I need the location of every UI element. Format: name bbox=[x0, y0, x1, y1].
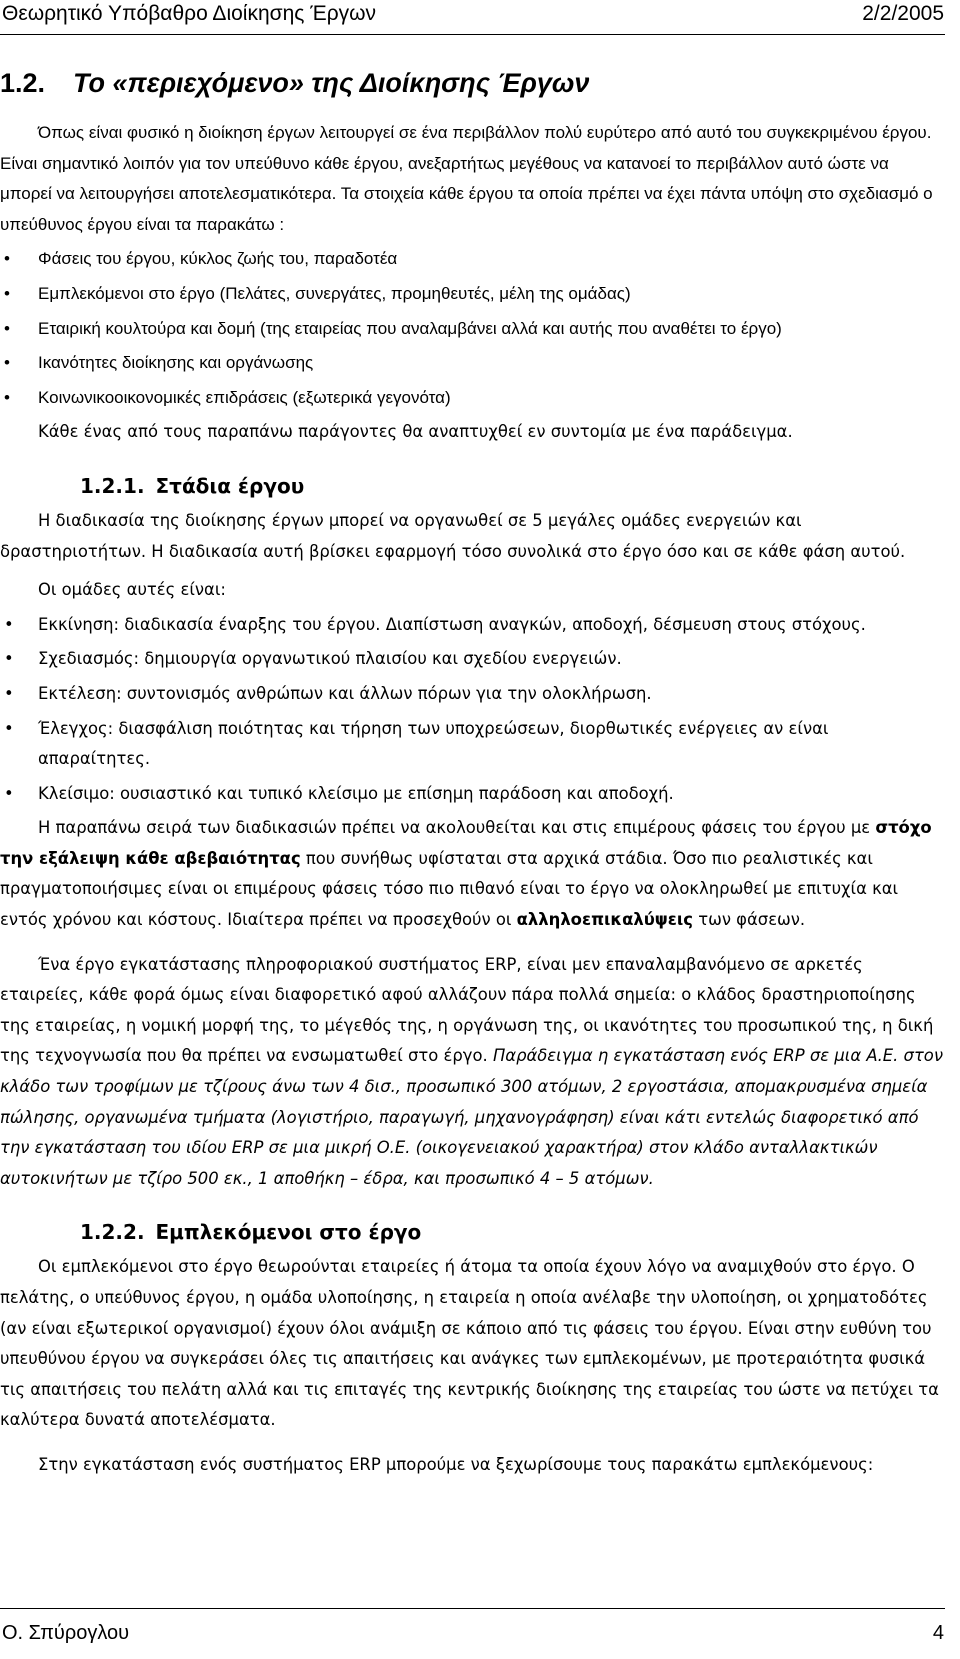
footer-author: Ο. Σπύρογλου bbox=[2, 1622, 130, 1644]
bullet-icon: • bbox=[4, 318, 10, 338]
emphasis: στόχο την εξάλειψη κάθε αβεβαιότητας bbox=[0, 818, 932, 868]
section-heading bbox=[0, 66, 945, 100]
bullet-icon: • bbox=[4, 249, 10, 269]
paragraph: Η διαδικασία της διοίκησης έργων μπορεί να οργανωθεί σε 5 μεγάλες ομάδες ενεργειών και δραστηριοτήτων. Η διαδικασία αυτή βρίσκει εφαρμογή τόσο συνολικά στο έργο όσο και σε κάθε φάση αυτού. bbox=[0, 510, 906, 561]
list-item: • Κοινωνικοοικονομικές επιδράσεις (εξωτερικά γεγονότα) bbox=[0, 383, 945, 414]
bullet-icon: • bbox=[4, 649, 14, 669]
bullet-icon: • bbox=[4, 353, 10, 373]
subsection-title: Εμπλεκόμενοι στο έργο bbox=[155, 1220, 422, 1245]
elements-list bbox=[0, 244, 945, 413]
example-text: Παράδειγμα η εγκατάσταση ενός ERP σε μια Α.Ε. στον κλάδο των τροφίμων με τζίρους άνω των 4 δισ., προσωπικό 300 ατόμων, 2 εργοστάσια, απομακρυσμένα σημεία πώλησης, οργανωμένα τμήματα (λογιστήριο, παραγωγή, μηχανογράφηση) είναι κάτι εντελώς διαφορετικό από την εγκατάσταση του ιδίου ERP σε μια μικρή Ο.Ε. (οικογενειακού χαρακτήρα) στον κλάδο ανταλλακτικών αυτοκινήτων με τζίρο 500 εκ., 1 αποθήκη – έδρα, και προσωπικό 4 – 5 ατόμων. bbox=[0, 1046, 943, 1188]
subsection-number: 1.2.1. bbox=[80, 473, 145, 498]
paragraph: Ένα έργο εγκατάστασης πληροφοριακού συστήματος ERP, είναι μεν επαναλαμβανόμενο σε αρκετές εταιρείες, κάθε φορά όμως είναι διαφορετικό αφού αλλάζουν πάρα πολλά σημεία: ο κλάδος δραστηριοποίησης της εταιρείας, η νομική μορφή της, το μέγεθός της, η οργάνωση της, οι ικανότητες του προσωπικού της, η δική της τεχνογνωσία που θα πρέπει να ενσωματωθεί στο έργο. Παράδειγμα η εγκατάσταση ενός ERP σε μια Α.Ε. στον κλάδο των τροφίμων με τζίρους άνω των 4 δισ., προσωπικό 300 ατόμων, 2 εργοστάσια, απομακρυσμένα σημεία πώλησης, οργανωμένα τμήματα (λογιστήριο, παραγωγή, μηχανογράφηση) είναι κάτι εντελώς διαφορετικό από την εγκατάσταση του ιδίου ERP σε μια μικρή Ο.Ε. (οικογενειακού χαρακτήρα) στον κλάδο ανταλλακτικών αυτοκινήτων με τζίρο 500 εκ., 1 αποθήκη – έδρα, και προσωπικό 4 – 5 ατόμων. bbox=[0, 954, 943, 1188]
subsection-heading-2 bbox=[0, 1216, 945, 1248]
bullet-icon: • bbox=[4, 387, 10, 407]
list-item: • Έλεγχος: διασφάλιση ποιότητας και τήρηση των υποχρεώσεων, διορθωτικές ενέργειες αν είναι απαραίτητες. bbox=[0, 714, 945, 775]
paragraph: Οι εμπλεκόμενοι στο έργο θεωρούνται εταιρείες ή άτομα τα οποία έχουν λόγο να αναμιχθούν στο έργο. Ο πελάτης, ο υπεύθυνος έργου, η ομάδα υλοποίησης, η εταιρεία η οποία ανέλαβε την υλοποίηση, οι χρηματοδότες (αν είναι εξωτερικοί οργανισμοί) έχουν όλοι ανάμιξη σε κάποιο από τις φάσεις του έργου. Είναι στην ευθύνη του υπευθύνου έργου να συγκεράσει όλες τις απαιτήσεις και ανάγκες των εμπλεκομένων, με προτεραιότητα φυσικά τις απαιτήσεις του πελάτη αλλά και τις επιταγές της κεντρικής διοίκησης της εταιρείας του ώστε να πετύχει τα καλύτερα δυνατά αποτελέσματα. bbox=[0, 1257, 939, 1430]
subsection-number: 1.2.2. bbox=[80, 1220, 145, 1245]
bullet-icon: • bbox=[4, 283, 10, 303]
paragraph: Στην εγκατάσταση ενός συστήματος ERP μπορούμε να ξεχωρίσουμε τους παρακάτω εμπλεκόμενους: bbox=[38, 1454, 874, 1474]
page-header bbox=[0, 0, 960, 30]
list-item: • Εκτέλεση: συντονισμός ανθρώπων και άλλων πόρων για την ολοκλήρωση. bbox=[0, 679, 945, 710]
page-number: 4 bbox=[932, 1622, 944, 1644]
list-item: • Εταιρική κουλτούρα και δομή (της εταιρείας που αναλαμβάνει αλλά και αυτής που αναθέτει το έργο) bbox=[0, 314, 945, 345]
bullet-icon: • bbox=[4, 783, 14, 803]
subsection-heading-1 bbox=[0, 470, 945, 502]
header-title: Θεωρητικό Υπόβαθρο Διοίκησης Έργων bbox=[2, 2, 377, 25]
emphasis: αλληλοεπικαλύψεις bbox=[516, 910, 694, 930]
list-item: • Φάσεις του έργου, κύκλος ζωής του, παραδοτέα bbox=[0, 244, 945, 275]
section-closing: Κάθε ένας από τους παραπάνω παράγοντες θα αναπτυχθεί εν συντομία με ένα παράδειγμα. bbox=[38, 422, 793, 442]
section-intro: Όπως είναι φυσικό η διοίκηση έργων λειτουργεί σε ένα περιβάλλον πολύ ευρύτερο από αυτό του συγκεκριμένου έργου. Είναι σημαντικό λοιπόν για τον υπεύθυνο κάθε έργου, ανεξαρτήτως μεγέθους να κατανοεί το περιβάλλον αυτό ώστε να μπορεί να λειτουργήσει αποτελεσματικότερα. Τα στοιχεία κάθε έργου τα οποία πρέπει να έχει πάντα υπόψη στο σχεδιασμό ο υπεύθυνος έργου είναι τα παρακάτω : bbox=[0, 123, 933, 234]
section-number: 1.2. bbox=[0, 68, 46, 98]
subsection-title: Στάδια έργου bbox=[155, 473, 305, 498]
bullet-icon: • bbox=[4, 614, 14, 634]
bullet-icon: • bbox=[4, 718, 14, 738]
list-item: • Ικανότητες διοίκησης και οργάνωσης bbox=[0, 348, 945, 379]
phases-list bbox=[0, 610, 945, 810]
header-rule bbox=[0, 34, 945, 35]
footer-rule bbox=[0, 1608, 945, 1609]
list-item: • Σχεδιασμός: δημιουργία οργανωτικού πλαισίου και σχεδίου ενεργειών. bbox=[0, 644, 945, 675]
list-item: • Εκκίνηση: διαδικασία έναρξης του έργου. Διαπίστωση αναγκών, αποδοχή, δέσμευση στους στόχους. bbox=[0, 610, 945, 641]
header-date: 2/2/2005 bbox=[862, 2, 944, 25]
bullet-icon: • bbox=[4, 683, 14, 703]
page-body bbox=[0, 66, 945, 1481]
list-item: • Κλείσιμο: ουσιαστικό και τυπικό κλείσιμο με επίσημη παράδοση και αποδοχή. bbox=[0, 779, 945, 810]
list-item: • Εμπλεκόμενοι στο έργο (Πελάτες, συνεργάτες, προμηθευτές, μέλη της ομάδας) bbox=[0, 279, 945, 310]
paragraph: Οι ομάδες αυτές είναι: bbox=[38, 580, 226, 600]
paragraph: Η παραπάνω σειρά των διαδικασιών πρέπει να ακολουθείται και στις επιμέρους φάσεις του έργου με στόχο την εξάλειψη κάθε αβεβαιότητας που συνήθως υφίσταται στα αρχικά στάδια. Όσο πιο ρεαλιστικές και πραγματοποιήσιμες είναι οι επιμέρους φάσεις τόσο πιο πιθανό είναι το έργο να ολοκληρωθεί με επιτυχία και εντός χρόνου και κόστους. Ιδιαίτερα πρέπει να προσεχθούν οι αλληλοεπικαλύψεις των φάσεων. bbox=[0, 818, 932, 930]
section-title: Το «περιεχόμενο» της Διοίκησης Έργων bbox=[73, 68, 590, 98]
